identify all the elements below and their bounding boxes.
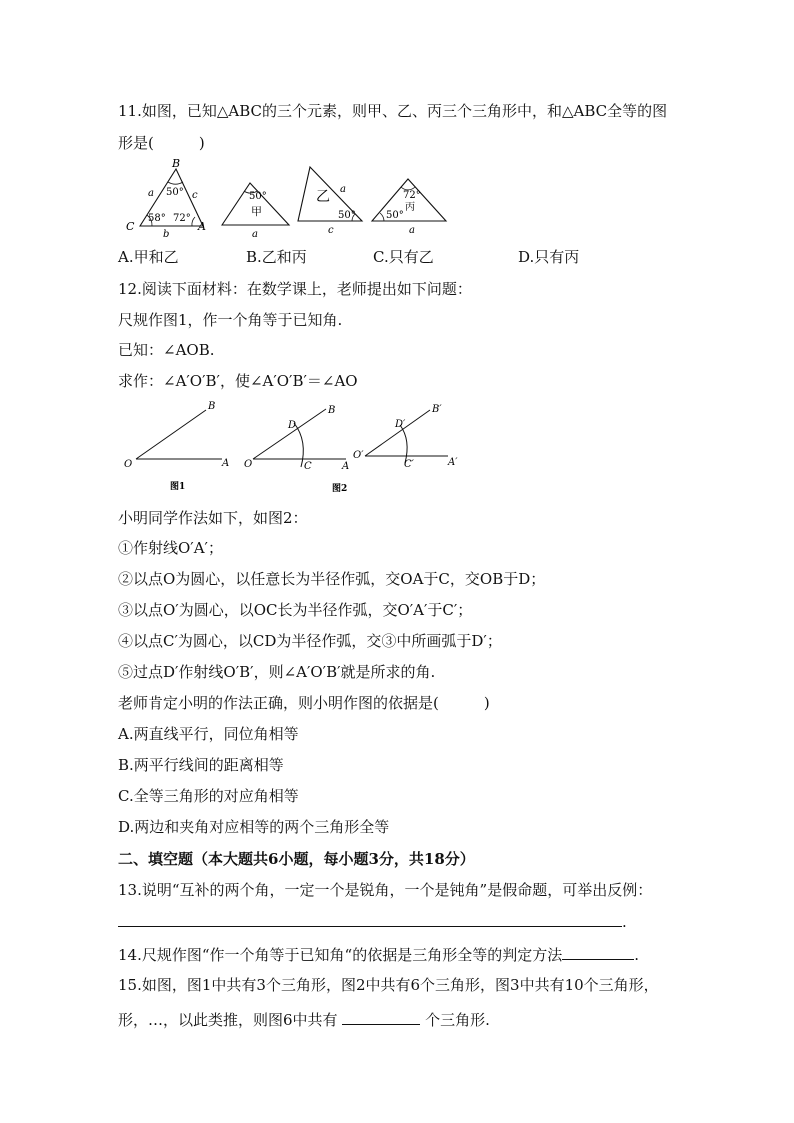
triangle-yi — [298, 167, 362, 236]
fig1-label-a: A — [222, 458, 230, 469]
q15-line1: 15.如图，图1中共有3个三角形，图2中共有6个三角形，图3中共有10个三角形， — [118, 976, 659, 994]
q11-figures — [118, 157, 458, 239]
bing-name: 丙 — [405, 202, 415, 213]
fig2-label-c: C — [304, 461, 312, 472]
q11-line2: 形是( ) — [118, 134, 205, 152]
q15-line2 — [118, 1008, 490, 1030]
fig2-label-b: B — [328, 405, 336, 416]
q12-question: 老师肯定小明的作法正确，则小明作图的依据是( ) — [118, 694, 490, 712]
q12-line5: 小明同学作法如下，如图2： — [118, 509, 308, 527]
jia-side-label: a — [252, 229, 258, 239]
q12-step-1: ①作射线O′A′； — [118, 539, 223, 557]
label-a: A — [198, 220, 206, 233]
q14-end: . — [634, 946, 639, 964]
q12-step-5: ⑤过点D′作射线O′B′，则∠A′O′B′就是所求的角. — [118, 663, 436, 681]
q12-line2: 尺规作图1，作一个角等于已知角. — [118, 311, 343, 329]
angle-b-label: 50° — [166, 187, 184, 198]
q11-option-a: A.甲和乙 — [118, 248, 179, 266]
label-c: C — [126, 220, 135, 233]
fig2-label-b-prime: B′ — [432, 404, 442, 415]
q13-answer-blank[interactable] — [118, 910, 622, 927]
q13-line1: 13.说明“互补的两个角，一定一个是锐角，一个是钝角”是假命题，可举出反例： — [118, 881, 653, 899]
fig1-caption: 图1 — [170, 482, 186, 492]
fig2-caption: 图2 — [332, 484, 348, 494]
q12-option-a: A.两直线平行，同位角相等 — [118, 725, 299, 743]
triangle-jia — [222, 183, 289, 239]
yi-name: 乙 — [316, 189, 330, 205]
q14-text: 14.尺规作图“作一个角等于已知角“的依据是三角形全等的判定方法 — [118, 946, 563, 964]
fig2-label-d-prime: D′ — [395, 419, 406, 430]
q12-line4: 求作：∠A′O′B′，使∠A′O′B′＝∠AO — [118, 372, 358, 390]
q13-end: . — [622, 913, 627, 931]
q11-option-c: C.只有乙 — [373, 248, 434, 266]
fig2-label-d: D — [288, 420, 297, 431]
bing-side-label: a — [409, 225, 415, 236]
figure-2-right — [353, 404, 458, 470]
q15-answer-blank[interactable] — [342, 1008, 420, 1025]
q11-option-b: B.乙和丙 — [246, 248, 307, 266]
bing-angle2-label: 50° — [386, 210, 404, 221]
q12-option-d: D.两边和夹角对应相等的两个三角形全等 — [118, 818, 390, 836]
q12-option-c: C.全等三角形的对应角相等 — [118, 787, 299, 805]
yi-side-c-label: c — [328, 225, 334, 236]
yi-side-a-label: a — [340, 184, 346, 195]
side-a-label: a — [148, 188, 154, 199]
label-b: B — [171, 157, 181, 170]
fig2-label-c-prime: C′ — [404, 459, 414, 470]
fig1-label-b: B — [208, 401, 216, 412]
jia-name: 甲 — [251, 205, 262, 218]
fig2-label-o-prime: O′ — [353, 450, 364, 461]
triangle-bing — [372, 179, 446, 236]
q15-text-a: 形，…，以此类推，则图6中共有 — [118, 1011, 343, 1029]
fig1-label-o: O — [124, 459, 133, 470]
side-c-label: c — [192, 190, 198, 201]
fig2-label-a: A — [342, 461, 350, 472]
q12-figures — [118, 397, 468, 495]
q12-step-3: ③以点O′为圆心，以OC长为半径作弧，交O′A′于C′； — [118, 601, 473, 619]
q11-option-d: D.只有丙 — [518, 248, 580, 266]
section2-title: 二、填空题（本大题共6小题，每小题3分，共18分） — [118, 850, 475, 868]
q12-line3: 已知：∠AOB. — [118, 341, 215, 359]
q14-line — [118, 943, 639, 965]
q12-line1: 12.阅读下面材料：在数学课上，老师提出如下问题： — [118, 280, 472, 298]
triangle-abc — [126, 157, 206, 239]
jia-angle-label: 50° — [249, 191, 267, 202]
yi-angle-label: 50° — [338, 210, 356, 221]
q11-line1: 11.如图，已知△ABC的三个元素，则甲、乙、丙三个三角形中，和△ABC全等的图 — [118, 102, 668, 120]
fig2-label-a-prime: A′ — [448, 457, 458, 468]
angle-c-label: 58° — [148, 213, 166, 224]
q14-answer-blank[interactable] — [562, 943, 634, 960]
side-b-label: b — [163, 229, 170, 239]
q15-text-b: 个三角形. — [420, 1011, 490, 1029]
q12-option-b: B.两平行线间的距离相等 — [118, 756, 284, 774]
q12-step-2: ②以点O为圆心，以任意长为半径作弧，交OA于C，交OB于D； — [118, 570, 546, 588]
bing-angle1-label: 72° — [403, 190, 421, 201]
q12-step-4: ④以点C′为圆心，以CD为半径作弧，交③中所画弧于D′； — [118, 632, 502, 650]
fig2-label-o: O — [244, 459, 253, 470]
angle-a-label: 72° — [173, 213, 191, 224]
q13-answer-line — [118, 910, 627, 932]
figure-2-left — [244, 405, 349, 494]
figure-1 — [124, 401, 229, 492]
